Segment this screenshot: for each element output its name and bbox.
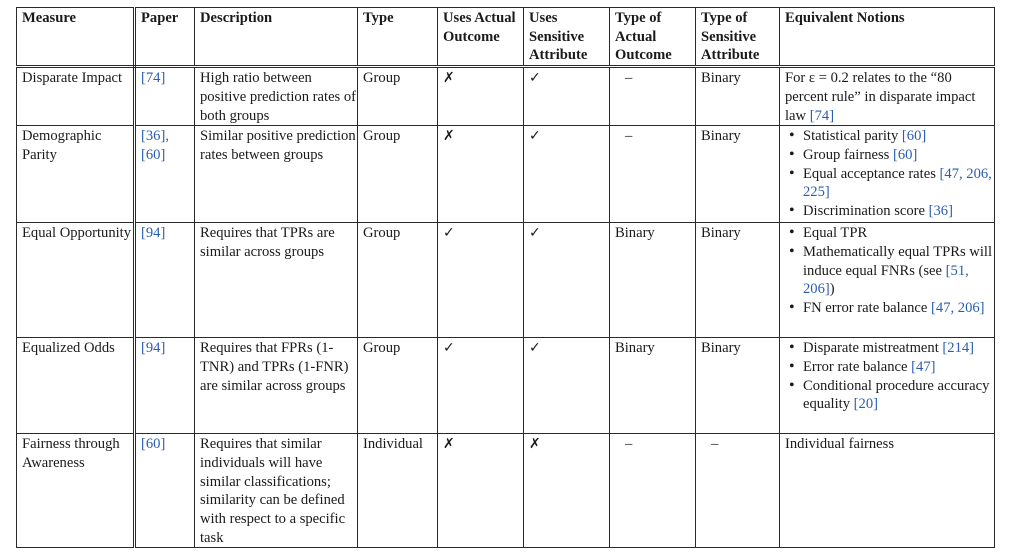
description-cell: Requires that similar individuals will have similar classifications; similarity can be defined with respect to a specific task xyxy=(195,434,358,548)
table-row xyxy=(17,67,995,126)
cross-icon: ✗ xyxy=(529,436,541,453)
uses-sensitive-cell xyxy=(524,223,610,338)
paper-cell xyxy=(135,338,195,434)
list-item: • Group fairness [60] xyxy=(785,146,994,165)
type-cell: Group xyxy=(358,126,438,223)
paper-cell xyxy=(135,126,195,223)
cross-icon: ✗ xyxy=(443,128,455,145)
citation-link[interactable]: [60] xyxy=(141,146,166,163)
uses-sensitive-cell xyxy=(524,338,610,434)
list-item: • Statistical parity [60] xyxy=(785,127,994,146)
equivalent-cell: Individual fairness xyxy=(780,434,995,548)
type-outcome-cell xyxy=(610,126,696,223)
description-cell: Requires that TPRs are similar across groups xyxy=(195,223,358,338)
uses-outcome-cell xyxy=(438,126,524,223)
citation-link[interactable]: [51, 206] xyxy=(803,262,969,298)
citation-link[interactable]: [20] xyxy=(853,396,878,413)
type-cell: Group xyxy=(358,67,438,126)
header-paper: Paper xyxy=(135,8,195,67)
check-icon: ✓ xyxy=(529,70,541,87)
header-type: Type xyxy=(358,8,438,67)
citation-link[interactable]: [74] xyxy=(809,107,835,124)
type-sensitive-cell: Binary xyxy=(696,223,780,338)
type-outcome-cell xyxy=(610,67,696,126)
fairness-measures-table xyxy=(16,7,995,548)
header-uses-sensitive-attribute: Uses Sensitive Attribute xyxy=(524,8,610,67)
type-cell: Individual xyxy=(358,434,438,548)
type-outcome-cell: Binary xyxy=(610,223,696,338)
citation-link[interactable]: [47] xyxy=(911,358,936,375)
type-sensitive-cell xyxy=(696,434,780,548)
equivalent-list xyxy=(785,127,994,221)
uses-outcome-cell xyxy=(438,338,524,434)
table-row xyxy=(17,338,995,434)
paper-cell xyxy=(135,434,195,548)
type-outcome-cell: Binary xyxy=(610,338,696,434)
citation-link[interactable]: [47, 206, 225] xyxy=(803,165,992,201)
equivalent-list xyxy=(785,224,994,318)
uses-outcome-cell xyxy=(438,67,524,126)
list-item: • Mathematically equal TPRs will induce equal FNRs (see [51, 206]) xyxy=(785,243,994,299)
description-cell: Requires that FPRs (1-TNR) and TPRs (1-FNR) are similar across groups xyxy=(195,338,358,434)
equivalent-cell xyxy=(780,223,995,338)
citation-link[interactable]: [36] xyxy=(928,203,953,220)
list-item: • FN error rate balance [47, 206] xyxy=(785,299,994,318)
measure-cell: Disparate Impact xyxy=(17,67,135,126)
list-item: • Equal TPR xyxy=(785,224,994,243)
dash-value: – xyxy=(625,70,633,87)
list-item: • Error rate balance [47] xyxy=(785,358,994,377)
list-item: • Equal acceptance rates [47, 206, 225] xyxy=(785,165,994,202)
header-description: Description xyxy=(195,8,358,67)
description-cell: Similar positive prediction rates between groups xyxy=(195,126,358,223)
header-type-sensitive-attribute: Type of Sensitive Attribute xyxy=(696,8,780,67)
measure-cell: Demographic Parity xyxy=(17,126,135,223)
type-cell: Group xyxy=(358,338,438,434)
header-uses-actual-outcome: Uses Actual Outcome xyxy=(438,8,524,67)
check-icon: ✓ xyxy=(529,225,541,242)
citation-link[interactable]: [214] xyxy=(942,340,975,357)
citation-link[interactable]: [74] xyxy=(141,70,166,87)
citation-link[interactable]: [60] xyxy=(901,128,927,145)
citation-link[interactable]: [47, 206] xyxy=(931,300,985,317)
uses-sensitive-cell xyxy=(524,67,610,126)
list-item: • Conditional procedure accuracy equality [20] xyxy=(785,377,994,414)
cross-icon: ✗ xyxy=(443,70,455,87)
check-icon: ✓ xyxy=(443,225,455,242)
dash-value: – xyxy=(625,128,633,145)
check-icon: ✓ xyxy=(443,340,455,357)
uses-sensitive-cell xyxy=(524,126,610,223)
header-type-actual-outcome: Type of Actual Outcome xyxy=(610,8,696,67)
citation-link[interactable]: [94] xyxy=(141,340,166,357)
list-item: • Discrimination score [36] xyxy=(785,202,994,221)
type-sensitive-cell: Binary xyxy=(696,126,780,223)
uses-outcome-cell xyxy=(438,223,524,338)
type-cell: Group xyxy=(358,223,438,338)
description-cell: High ratio between positive prediction rates of both groups xyxy=(195,67,358,126)
dash-value: – xyxy=(711,436,719,453)
measure-cell: Equalized Odds xyxy=(17,338,135,434)
table-row xyxy=(17,126,995,223)
citation-link[interactable]: [94] xyxy=(141,225,166,242)
table-row xyxy=(17,223,995,338)
header-equivalent-notions: Equivalent Notions xyxy=(780,8,995,67)
equivalent-text: For ε = 0.2 relates to the “80 percent rule” in disparate impact law xyxy=(785,70,976,124)
header-row xyxy=(17,8,995,67)
citation-link[interactable]: [60] xyxy=(141,436,166,453)
paper-cell xyxy=(135,67,195,126)
type-sensitive-cell: Binary xyxy=(696,67,780,126)
check-icon: ✓ xyxy=(529,340,541,357)
uses-outcome-cell xyxy=(438,434,524,548)
list-item: • Disparate mistreatment [214] xyxy=(785,339,994,358)
type-sensitive-cell: Binary xyxy=(696,338,780,434)
equivalent-cell xyxy=(780,126,995,223)
citation-link[interactable]: [60] xyxy=(892,146,918,163)
dash-value: – xyxy=(625,436,633,453)
paper-cell xyxy=(135,223,195,338)
uses-sensitive-cell xyxy=(524,434,610,548)
equivalent-list xyxy=(785,339,994,414)
equivalent-cell xyxy=(780,67,995,126)
cross-icon: ✗ xyxy=(443,436,455,453)
measure-cell: Equal Opportunity xyxy=(17,223,135,338)
equivalent-cell xyxy=(780,338,995,434)
check-icon: ✓ xyxy=(529,128,541,145)
measure-cell: Fairness through Awareness xyxy=(17,434,135,548)
table-row xyxy=(17,434,995,548)
type-outcome-cell xyxy=(610,434,696,548)
citation-link[interactable]: [36], xyxy=(141,128,169,145)
header-measure: Measure xyxy=(17,8,135,67)
